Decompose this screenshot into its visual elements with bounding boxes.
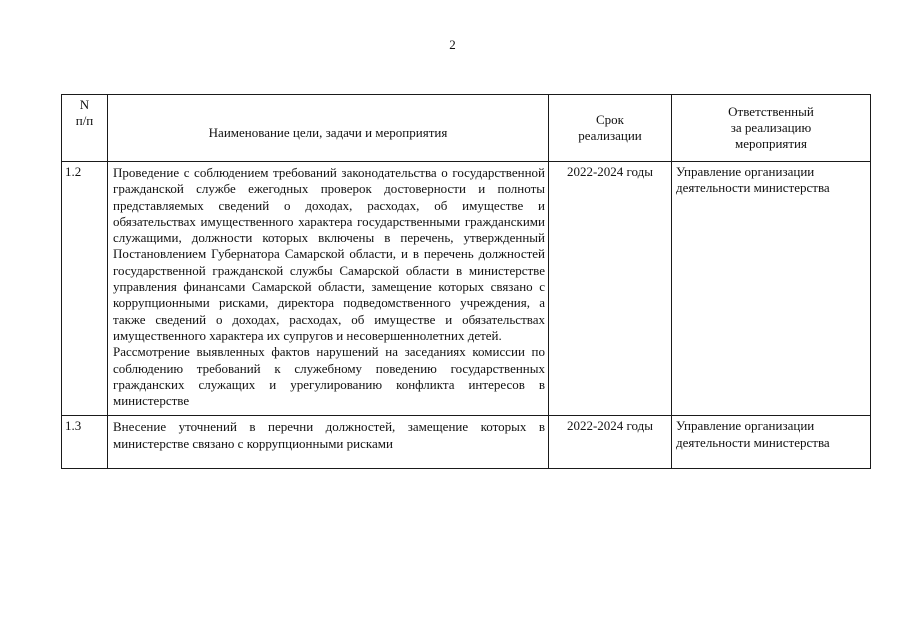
header-responsible <box>672 95 871 162</box>
header-responsible-line2: за реализацию <box>730 119 812 135</box>
page-number: 2 <box>449 37 456 52</box>
description-paragraph: Проведение с соблюдением требований законодательства о государственной гражданской службе ежегодных проверок достоверности и полноты представляемых сведений о доходах, расходах, об имуществе и обязательствах имущественного характера государственными гражданскими служащими, должности которых включены в перечень, утвержденный Постановлением Губернатора Самарской области, и в перечень должностей государственной гражданской службы Самарской области в министерстве управления финансами Самарской области, замещение которых связано с коррупционными рисками, директора подведомственного учреждения, а также сведений о доходах, расходах, об имуществе и обязательствах имущественного характера их супругов и несовершеннолетних детей. <box>113 165 545 343</box>
header-responsible-line3: мероприятия <box>734 136 807 152</box>
header-name: Наименование цели, задачи и мероприятия <box>108 95 549 162</box>
row-responsible: Управление организации деятельности министерства <box>672 416 871 469</box>
row-description <box>108 416 549 469</box>
header-number-n: N <box>79 97 90 112</box>
description-paragraph: Внесение уточнений в перечни должностей, замещение которых в министерстве связано с коррупционными рисками <box>113 419 545 451</box>
header-number <box>62 95 108 162</box>
row-number: 1.3 <box>62 416 108 469</box>
description-paragraph: Рассмотрение выявленных фактов нарушений на заседаниях комиссии по соблюдению требований к служебному поведению государственных гражданских служащих и урегулированию конфликта интересов в министерстве <box>113 344 545 409</box>
header-number-pp: п/п <box>75 113 94 129</box>
header-responsible-line1: Ответственный <box>728 103 814 119</box>
header-period-line2: реализации <box>578 128 642 143</box>
row-description <box>108 162 549 416</box>
row-responsible: Управление организации деятельности министерства <box>672 162 871 416</box>
row-period: 2022-2024 годы <box>549 162 672 416</box>
row-number: 1.2 <box>62 162 108 416</box>
header-period-line1: Срок <box>596 111 624 127</box>
table-row <box>62 162 871 416</box>
measures-table <box>61 94 871 469</box>
row-period: 2022-2024 годы <box>549 416 672 469</box>
table-row <box>62 416 871 469</box>
table-header-row <box>62 95 871 162</box>
header-period <box>549 95 672 162</box>
